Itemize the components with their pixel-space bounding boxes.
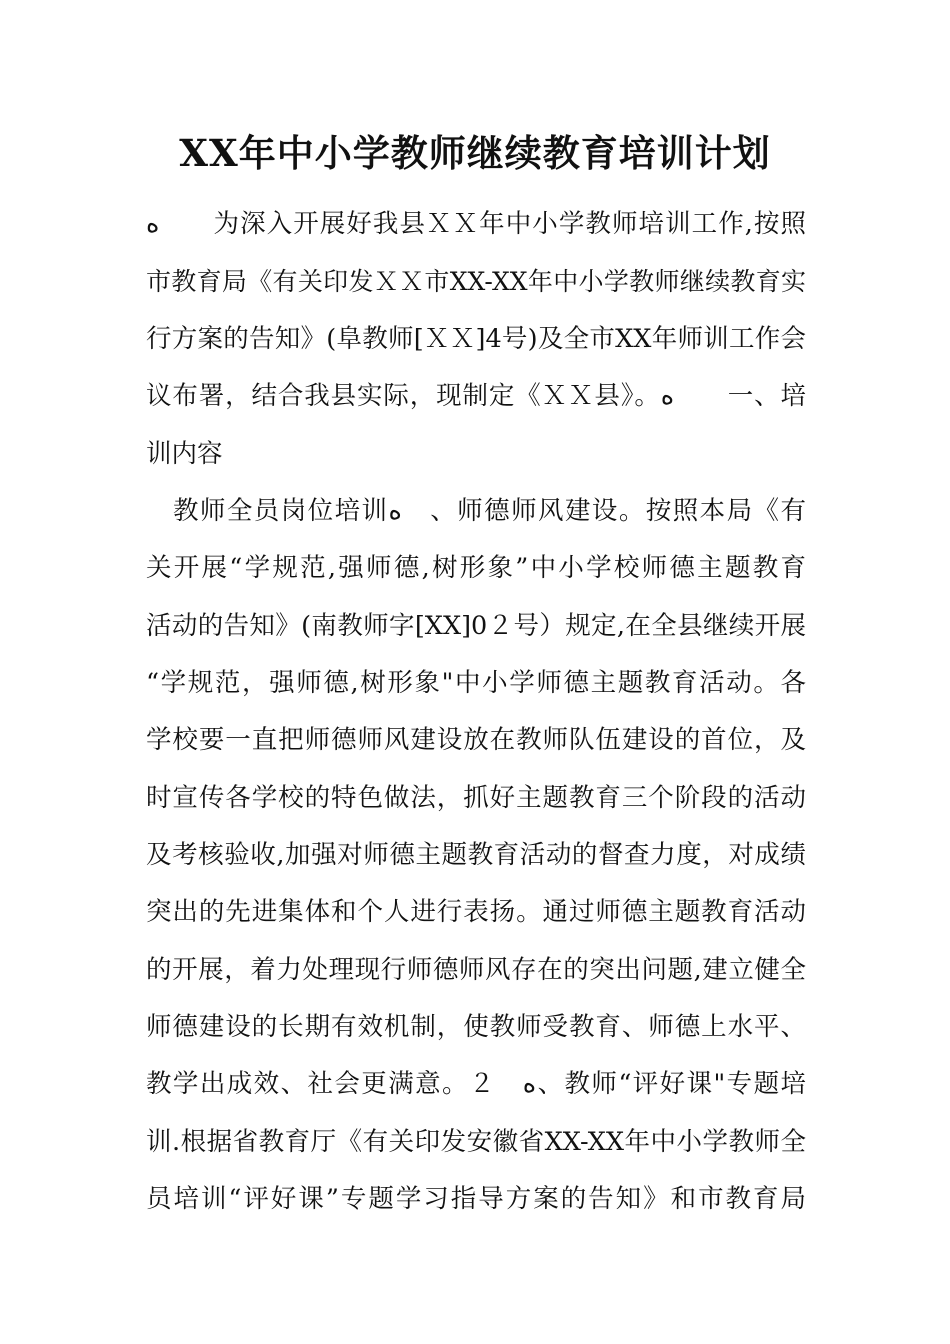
paragraph-line: ﻩ 为深入开展好我县ＸＸ年中小学教师培训工作,按照 <box>146 209 806 239</box>
paragraph-line: 时宣传各学校的特色做法，抓好主题教育三个阶段的活动 <box>146 783 806 813</box>
paragraph-line: 关开展“学规范,强师德,树形象”中小学校师德主题教育 <box>146 553 806 583</box>
paragraph-line: 教学出成效、社会更满意。２ ﻩ、教师“评好课"专题培 <box>146 1069 806 1099</box>
paragraph-line: 员培训“评好课”专题学习指导方案的告知》和市教育局 <box>146 1184 806 1214</box>
paragraph-line: 学校要一直把师德师风建设放在教师队伍建设的首位，及 <box>146 725 806 755</box>
paragraph-line: 活动的告知》(南教师字[XX]0２号）规定,在全县继续开展 <box>146 611 806 641</box>
paragraph-line: 的开展，着力处理现行师德师风存在的突出问题,建立健全 <box>146 955 806 985</box>
paragraph-line: 及考核验收,加强对师德主题教育活动的督查力度，对成绩 <box>146 840 806 870</box>
paragraph-line: 训内容 <box>146 439 223 469</box>
paragraph-line: 行方案的告知》(阜教师[ＸＸ]4号)及全市XX年师训工作会 <box>146 324 806 354</box>
paragraph-line: “学规范，强师德,树形象"中小学师德主题教育活动。各 <box>146 668 806 698</box>
document-title: XX年中小学教师继续教育培训计划 <box>179 131 771 175</box>
paragraph-line: 师德建设的长期有效机制，使教师受教育、师德上水平、 <box>146 1012 806 1042</box>
paragraph-line: 突出的先进集体和个人进行表扬。通过师德主题教育活动 <box>146 897 806 927</box>
paragraph-line: 教师全员岗位培训ﻩ 、师德师风建设。按照本局《有 <box>146 496 806 526</box>
paragraph-line: 市教育局《有关印发ＸＸ市XX-XX年中小学教师继续教育实 <box>146 267 806 296</box>
paragraph-line: 训.根据省教育厅《有关印发安徽省XX-XX年中小学教师全 <box>146 1127 806 1157</box>
paragraph-line: 议布署，结合我县实际，现制定《ＸＸ县》。ﻩ 一、培 <box>146 381 806 411</box>
